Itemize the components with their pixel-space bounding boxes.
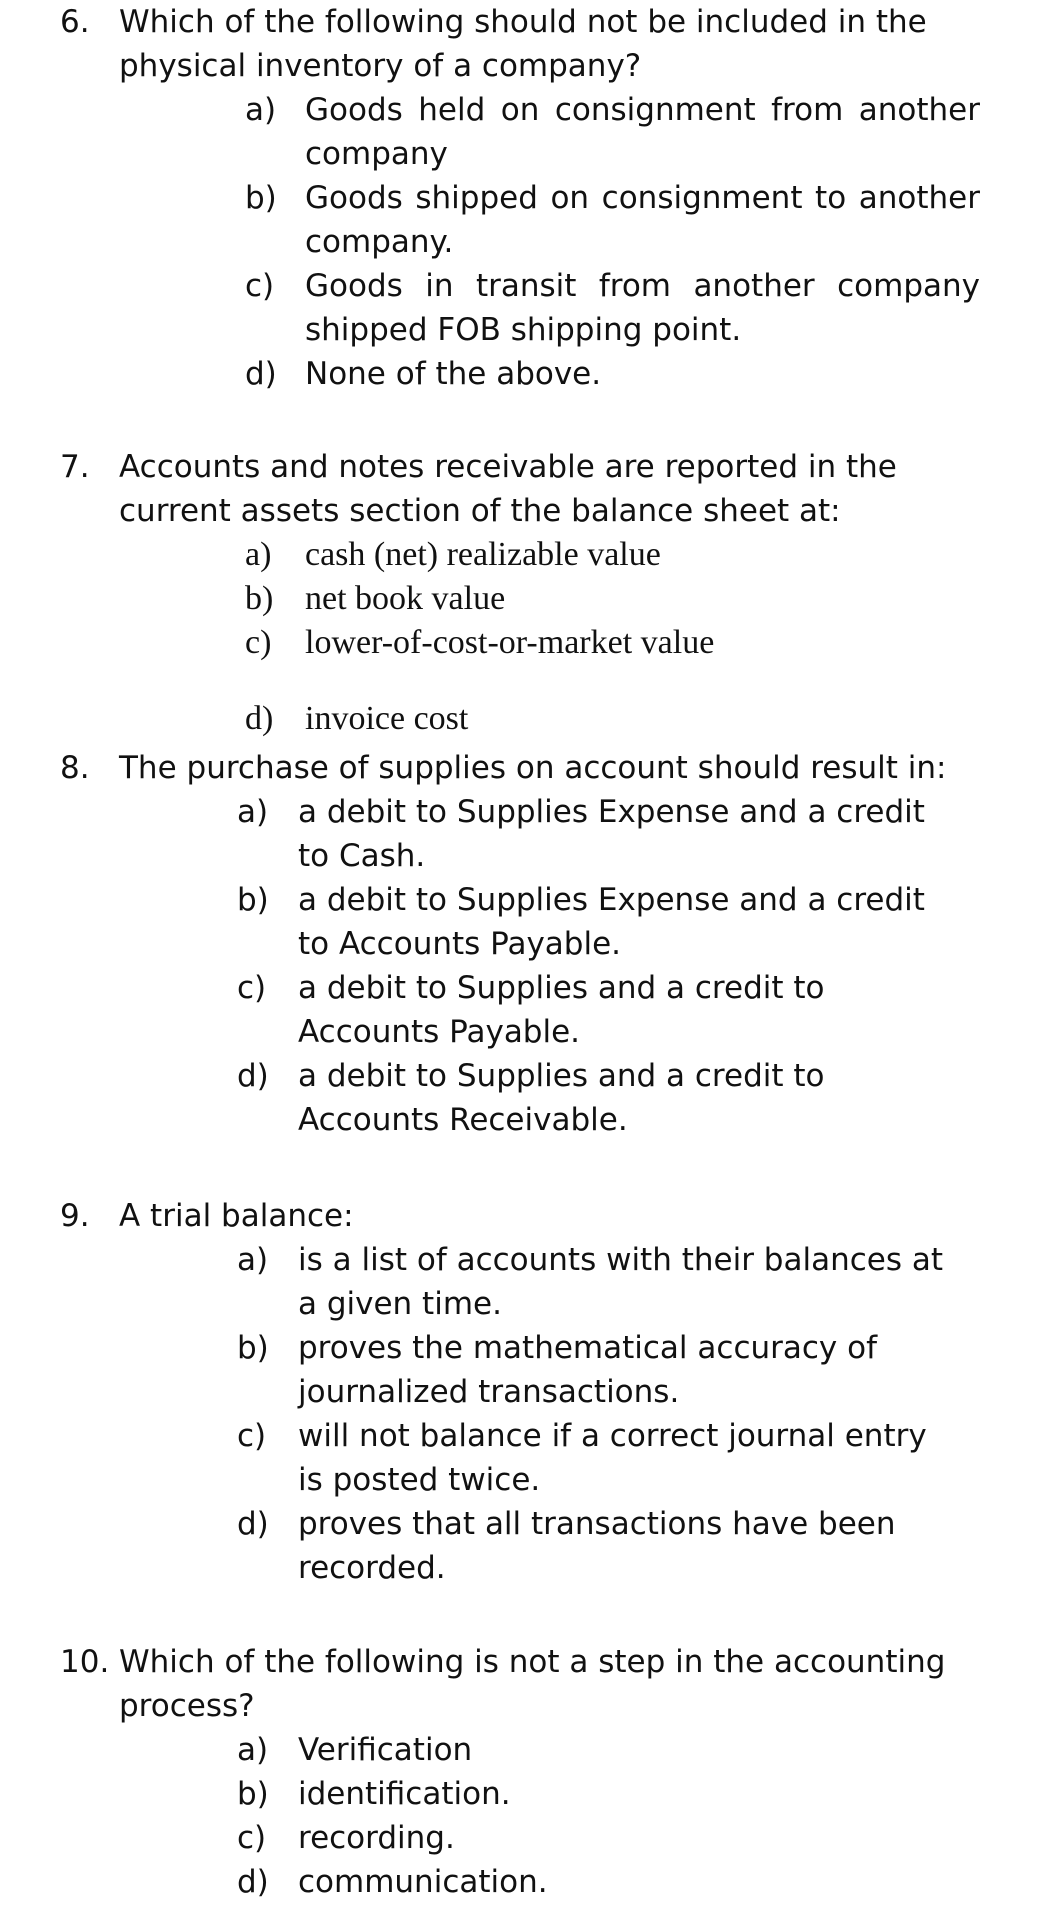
option-letter: a) <box>237 1242 269 1278</box>
option-a <box>237 1728 980 1772</box>
option-letter: c) <box>245 624 272 661</box>
option-letter: d) <box>237 1864 269 1900</box>
option-letter: d) <box>245 700 274 737</box>
option-letter: a) <box>237 794 269 830</box>
option-b <box>245 176 980 264</box>
question-stem <box>60 746 980 790</box>
options-list <box>245 533 980 741</box>
option-text: Goods in transit from another company shipped FOB shipping point. <box>305 268 980 348</box>
question-text: A trial balance: <box>119 1198 354 1234</box>
options-list <box>237 790 980 1142</box>
question-6 <box>60 0 980 396</box>
option-d <box>237 1054 980 1142</box>
option-text: recording. <box>298 1820 455 1856</box>
option-text: identification. <box>298 1776 511 1812</box>
option-c <box>237 1816 980 1860</box>
option-text: Goods shipped on consignment to another company. <box>305 180 980 260</box>
option-a <box>237 790 980 878</box>
option-letter: b) <box>237 882 269 918</box>
option-text: None of the above. <box>305 356 602 392</box>
option-d <box>237 1860 980 1904</box>
option-letter: c) <box>237 970 267 1006</box>
option-c <box>237 1414 980 1502</box>
option-text: Verification <box>298 1732 473 1768</box>
option-letter: c) <box>245 268 275 304</box>
question-number: 8. <box>60 750 90 786</box>
question-7 <box>60 445 980 741</box>
options-list <box>237 1728 980 1904</box>
question-number: 9. <box>60 1198 90 1234</box>
question-stem <box>60 1640 980 1728</box>
option-letter: a) <box>237 1732 269 1768</box>
option-text: a debit to Supplies Expense and a credit to Accounts Payable. <box>298 882 925 962</box>
option-letter: b) <box>237 1330 269 1366</box>
option-text: is a list of accounts with their balances at a given time. <box>298 1242 944 1322</box>
option-text: proves that all transactions have been recorded. <box>298 1506 896 1586</box>
options-list <box>245 88 980 396</box>
option-letter: c) <box>237 1820 267 1856</box>
option-text: a debit to Supplies and a credit to Accounts Receivable. <box>298 1058 825 1138</box>
option-text: invoice cost <box>305 700 469 737</box>
option-b <box>245 577 980 621</box>
option-c <box>245 264 980 352</box>
option-letter: b) <box>237 1776 269 1812</box>
option-text: will not balance if a correct journal entry is posted twice. <box>298 1418 927 1498</box>
question-text: Which of the following should not be included in the physical inventory of a company? <box>119 4 927 84</box>
option-text: communication. <box>298 1864 548 1900</box>
question-stem <box>60 1194 980 1238</box>
option-a <box>245 88 980 176</box>
option-b <box>237 878 980 966</box>
question-text: The purchase of supplies on account should result in: <box>119 750 947 786</box>
question-text: Which of the following is not a step in the accounting process? <box>119 1644 946 1724</box>
option-text: net book value <box>305 580 506 617</box>
option-b <box>237 1772 980 1816</box>
option-letter: a) <box>245 92 277 128</box>
question-stem <box>60 445 980 533</box>
option-a <box>245 533 980 577</box>
question-number: 7. <box>60 449 90 485</box>
option-letter: c) <box>237 1418 267 1454</box>
option-text: proves the mathematical accuracy of journalized transactions. <box>298 1330 877 1410</box>
question-number: 10. <box>60 1644 110 1680</box>
question-9 <box>60 1194 980 1590</box>
question-10 <box>60 1640 980 1904</box>
option-letter: d) <box>237 1506 269 1542</box>
question-stem <box>60 0 980 88</box>
option-a <box>237 1238 980 1326</box>
option-c <box>237 966 980 1054</box>
option-text: Goods held on consignment from another company <box>305 92 980 172</box>
option-text: lower-of-cost-or-market value <box>305 624 715 661</box>
option-d <box>245 352 980 396</box>
question-text: Accounts and notes receivable are reported in the current assets section of the balance sheet at: <box>119 449 897 529</box>
option-b <box>237 1326 980 1414</box>
question-8 <box>60 746 980 1142</box>
option-d <box>245 697 980 741</box>
option-letter: d) <box>237 1058 269 1094</box>
option-letter: a) <box>245 536 272 573</box>
option-letter: b) <box>245 580 274 617</box>
question-number: 6. <box>60 4 90 40</box>
option-text: cash (net) realizable value <box>305 536 661 573</box>
option-text: a debit to Supplies and a credit to Accounts Payable. <box>298 970 825 1050</box>
option-letter: d) <box>245 356 277 392</box>
option-letter: b) <box>245 180 277 216</box>
option-text: a debit to Supplies Expense and a credit to Cash. <box>298 794 925 874</box>
option-d <box>237 1502 980 1590</box>
options-list <box>237 1238 980 1590</box>
option-c <box>245 621 980 665</box>
